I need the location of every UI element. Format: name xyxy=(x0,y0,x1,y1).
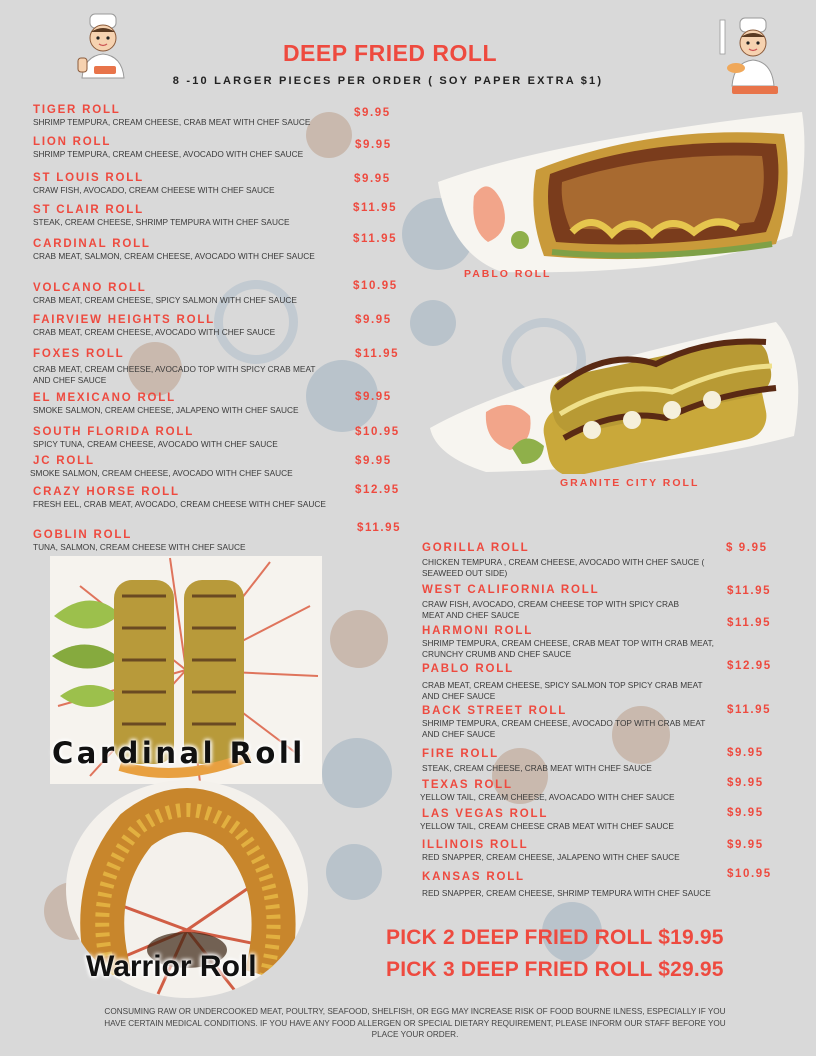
granite-city-roll-photo xyxy=(426,318,810,474)
menu-item-description: CHICKEN TEMPURA , CREAM CHEESE, AVOCADO WITH CHEF SAUCE ( SEAWEED OUT SIDE) xyxy=(422,557,705,578)
menu-item-price: $9.95 xyxy=(354,173,391,185)
menu-item-description: RED SNAPPER, CREAM CHEESE, SHRIMP TEMPURA WITH CHEF SAUCE xyxy=(422,888,711,898)
menu-item-description: FRESH EEL, CRAB MEAT, AVOCADO, CREAM CHEESE WITH CHEF SAUCE xyxy=(33,499,326,509)
menu-item-price: $11.95 xyxy=(355,348,400,360)
menu-item-st-louis-roll xyxy=(33,172,338,196)
menu-item-gorilla-roll xyxy=(422,542,708,579)
cardinal-roll-caption: Cardinal Roll xyxy=(52,736,306,770)
menu-item-crazy-horse-roll xyxy=(33,486,328,510)
menu-item-price: $11.95 xyxy=(727,704,772,716)
menu-item-name: LION ROLL xyxy=(33,136,112,148)
menu-item-description: CRAB MEAT, SALMON, CREAM CHEESE, AVOCADO WITH CHEF SAUCE xyxy=(33,251,315,261)
menu-item-description: YELLOW TAIL, CREAM CHEESE, AVOACADO WITH CHEF SAUCE xyxy=(420,792,675,802)
menu-item-harmoni-roll xyxy=(422,625,718,660)
menu-item-el-mexicano-roll xyxy=(33,392,338,416)
granite-city-roll-label: GRANITE CITY ROLL xyxy=(560,477,700,489)
menu-item-price: $9.95 xyxy=(727,807,764,819)
menu-item-name: FOXES ROLL xyxy=(33,348,125,360)
menu-item-description: CRAB MEAT, CREAM CHEESE, AVOCADO WITH CHEF SAUCE xyxy=(33,327,276,337)
menu-item-description: STEAK, CREAM CHEESE, SHRIMP TEMPURA WITH CHEF SAUCE xyxy=(33,217,290,227)
decor-circle xyxy=(330,610,388,668)
menu-item-name: PABLO ROLL xyxy=(422,663,514,675)
menu-item-description: CRAB MEAT, CREAM CHEESE, SPICY SALMON TOP SPICY CRAB MEAT AND CHEF SAUCE xyxy=(422,680,703,701)
menu-item-description: STEAK, CREAM CHEESE, CRAB MEAT WITH CHEF SAUCE xyxy=(422,763,652,773)
menu-item-jc-roll xyxy=(30,455,338,479)
menu-item-kansas-roll xyxy=(422,871,712,899)
menu-item-name: TEXAS ROLL xyxy=(422,779,513,791)
menu-item-name: ST LOUIS ROLL xyxy=(33,172,144,184)
menu-item-name: LAS VEGAS ROLL xyxy=(422,808,549,820)
menu-item-name: WEST CALIFORNIA ROLL xyxy=(422,584,600,596)
page-subtitle: 8 -10 LARGER PIECES PER ORDER ( SOY PAPER EXTRA $1) xyxy=(172,75,604,87)
menu-item-name: GORILLA ROLL xyxy=(422,542,530,554)
menu-item-price: $9.95 xyxy=(355,314,392,326)
menu-item-price: $11.95 xyxy=(727,617,772,629)
promo-pick-2: PICK 2 DEEP FRIED ROLL $19.95 xyxy=(386,926,724,949)
menu-item-name: ILLINOIS ROLL xyxy=(422,839,529,851)
menu-item-pablo-roll xyxy=(422,663,712,702)
warrior-roll-caption: Warrior Roll xyxy=(86,950,257,983)
menu-item-price: $12.95 xyxy=(355,484,400,496)
menu-item-name: CARDINAL ROLL xyxy=(33,238,151,250)
menu-item-description: YELLOW TAIL, CREAM CHEESE CRAB MEAT WITH CHEF SAUCE xyxy=(420,821,674,831)
decor-circle xyxy=(326,844,382,900)
menu-item-price: $11.95 xyxy=(357,522,402,534)
menu-item-back-street-roll xyxy=(422,705,712,740)
menu-item-price: $11.95 xyxy=(727,585,772,597)
pablo-roll-label: PABLO ROLL xyxy=(464,268,552,280)
menu-item-fairview-heights-roll xyxy=(33,314,338,338)
menu-item-price: $9.95 xyxy=(355,139,392,151)
menu-item-price: $12.95 xyxy=(727,660,772,672)
menu-item-name: KANSAS ROLL xyxy=(422,871,525,883)
menu-item-price: $10.95 xyxy=(355,426,400,438)
menu-item-description: SHRIMP TEMPURA, CREAM CHEESE, AVOCADO TOP WITH CRAB MEAT AND CHEF SAUCE xyxy=(422,718,706,739)
menu-item-description: SHRIMP TEMPURA, CREAM CHEESE, AVOCADO WITH CHEF SAUCE xyxy=(33,149,304,159)
menu-item-name: JC ROLL xyxy=(33,455,95,467)
menu-item-name: GOBLIN ROLL xyxy=(33,529,133,541)
menu-item-price: $9.95 xyxy=(727,777,764,789)
menu-item-description: RED SNAPPER, CREAM CHEESE, JALAPENO WITH CHEF SAUCE xyxy=(422,852,680,862)
menu-item-description: SHRIMP TEMPURA, CREAM CHEESE, CRAB MEAT TOP WITH CRAB MEAT, CRUNCHY CRUMB AND CHEF SAUCE xyxy=(422,638,714,659)
menu-item-goblin-roll xyxy=(33,529,338,553)
menu-item-price: $9.95 xyxy=(354,107,391,119)
menu-item-price: $ 9.95 xyxy=(726,542,768,554)
menu-item-price: $9.95 xyxy=(355,455,392,467)
menu-item-tiger-roll xyxy=(33,104,338,128)
menu-item-lion-roll xyxy=(33,136,338,160)
menu-item-price: $11.95 xyxy=(353,233,398,245)
menu-item-price: $10.95 xyxy=(353,280,398,292)
menu-item-description: SMOKE SALMON, CREAM CHEESE, JALAPENO WITH CHEF SAUCE xyxy=(33,405,299,415)
menu-item-description: TUNA, SALMON, CREAM CHEESE WITH CHEF SAUCE xyxy=(33,542,246,552)
menu-item-price: $9.95 xyxy=(727,747,764,759)
page-title: DEEP FRIED ROLL xyxy=(282,40,498,66)
menu-item-name: FAIRVIEW HEIGHTS ROLL xyxy=(33,314,215,326)
menu-item-price: $11.95 xyxy=(353,202,398,214)
menu-item-fire-roll xyxy=(422,748,722,774)
menu-item-name: HARMONI ROLL xyxy=(422,625,534,637)
decor-circle xyxy=(322,738,392,808)
menu-item-name: TIGER ROLL xyxy=(33,104,121,116)
menu-item-name: BACK STREET ROLL xyxy=(422,705,568,717)
allergen-disclaimer: CONSUMING RAW OR UNDERCOOKED MEAT, POULTRY, SEAFOOD, SHELFISH, OR EGG MAY INCREASE RISK OF FOOD BOURNE ILNESS, ESPECIALLY IF YOU HAVE CERTAIN MEDICAL CONDITIONS. IF YOU HAVE ANY FOOD ALLERGEN OR SPECIAL DIETARY REQUIREMENT, PLEASE INFORM OUR STAFF BEFORE YOU PLACE YOUR ORDER. xyxy=(104,1007,726,1039)
menu-item-description: SMOKE SALMON, CREAM CHEESE, AVOCADO WITH CHEF SAUCE xyxy=(30,468,293,478)
menu-item-name: VOLCANO ROLL xyxy=(33,282,147,294)
menu-item-name: CRAZY HORSE ROLL xyxy=(33,486,180,498)
menu-item-las-vegas-roll xyxy=(422,808,722,832)
pablo-roll-photo xyxy=(432,104,808,282)
menu-item-price: $9.95 xyxy=(355,391,392,403)
menu-item-price: $9.95 xyxy=(727,839,764,851)
menu-item-texas-roll xyxy=(422,779,722,803)
menu-item-name: FIRE ROLL xyxy=(422,748,499,760)
menu-item-west-california-roll xyxy=(422,584,692,621)
menu-item-description: CRAB MEAT, CREAM CHEESE, SPICY SALMON WITH CHEF SAUCE xyxy=(33,295,297,305)
menu-item-name: ST CLAIR ROLL xyxy=(33,204,144,216)
menu-item-description: CRAB MEAT, CREAM CHEESE, AVOCADO TOP WITH SPICY CRAB MEAT AND CHEF SAUCE xyxy=(33,364,316,385)
menu-item-st-clair-roll xyxy=(33,204,338,228)
menu-item-south-florida-roll xyxy=(33,426,338,450)
menu-item-volcano-roll xyxy=(33,282,338,306)
menu-item-cardinal-roll xyxy=(33,238,323,262)
menu-item-foxes-roll xyxy=(33,348,333,386)
menu-item-name: EL MEXICANO ROLL xyxy=(33,392,176,404)
menu-item-description: SPICY TUNA, CREAM CHEESE, AVOCADO WITH CHEF SAUCE xyxy=(33,439,278,449)
menu-item-price: $10.95 xyxy=(727,868,772,880)
menu-item-illinois-roll xyxy=(422,839,722,863)
menu-item-description: CRAW FISH, AVOCADO, CREAM CHEESE TOP WITH SPICY CRAB MEAT AND CHEF SAUCE xyxy=(422,599,680,620)
menu-item-name: SOUTH FLORIDA ROLL xyxy=(33,426,195,438)
menu-item-description: SHRIMP TEMPURA, CREAM CHEESE, CRAB MEAT WITH CHEF SAUCE xyxy=(33,117,311,127)
menu-item-description: CRAW FISH, AVOCADO, CREAM CHEESE WITH CHEF SAUCE xyxy=(33,185,275,195)
promo-pick-3: PICK 3 DEEP FRIED ROLL $29.95 xyxy=(386,958,724,981)
